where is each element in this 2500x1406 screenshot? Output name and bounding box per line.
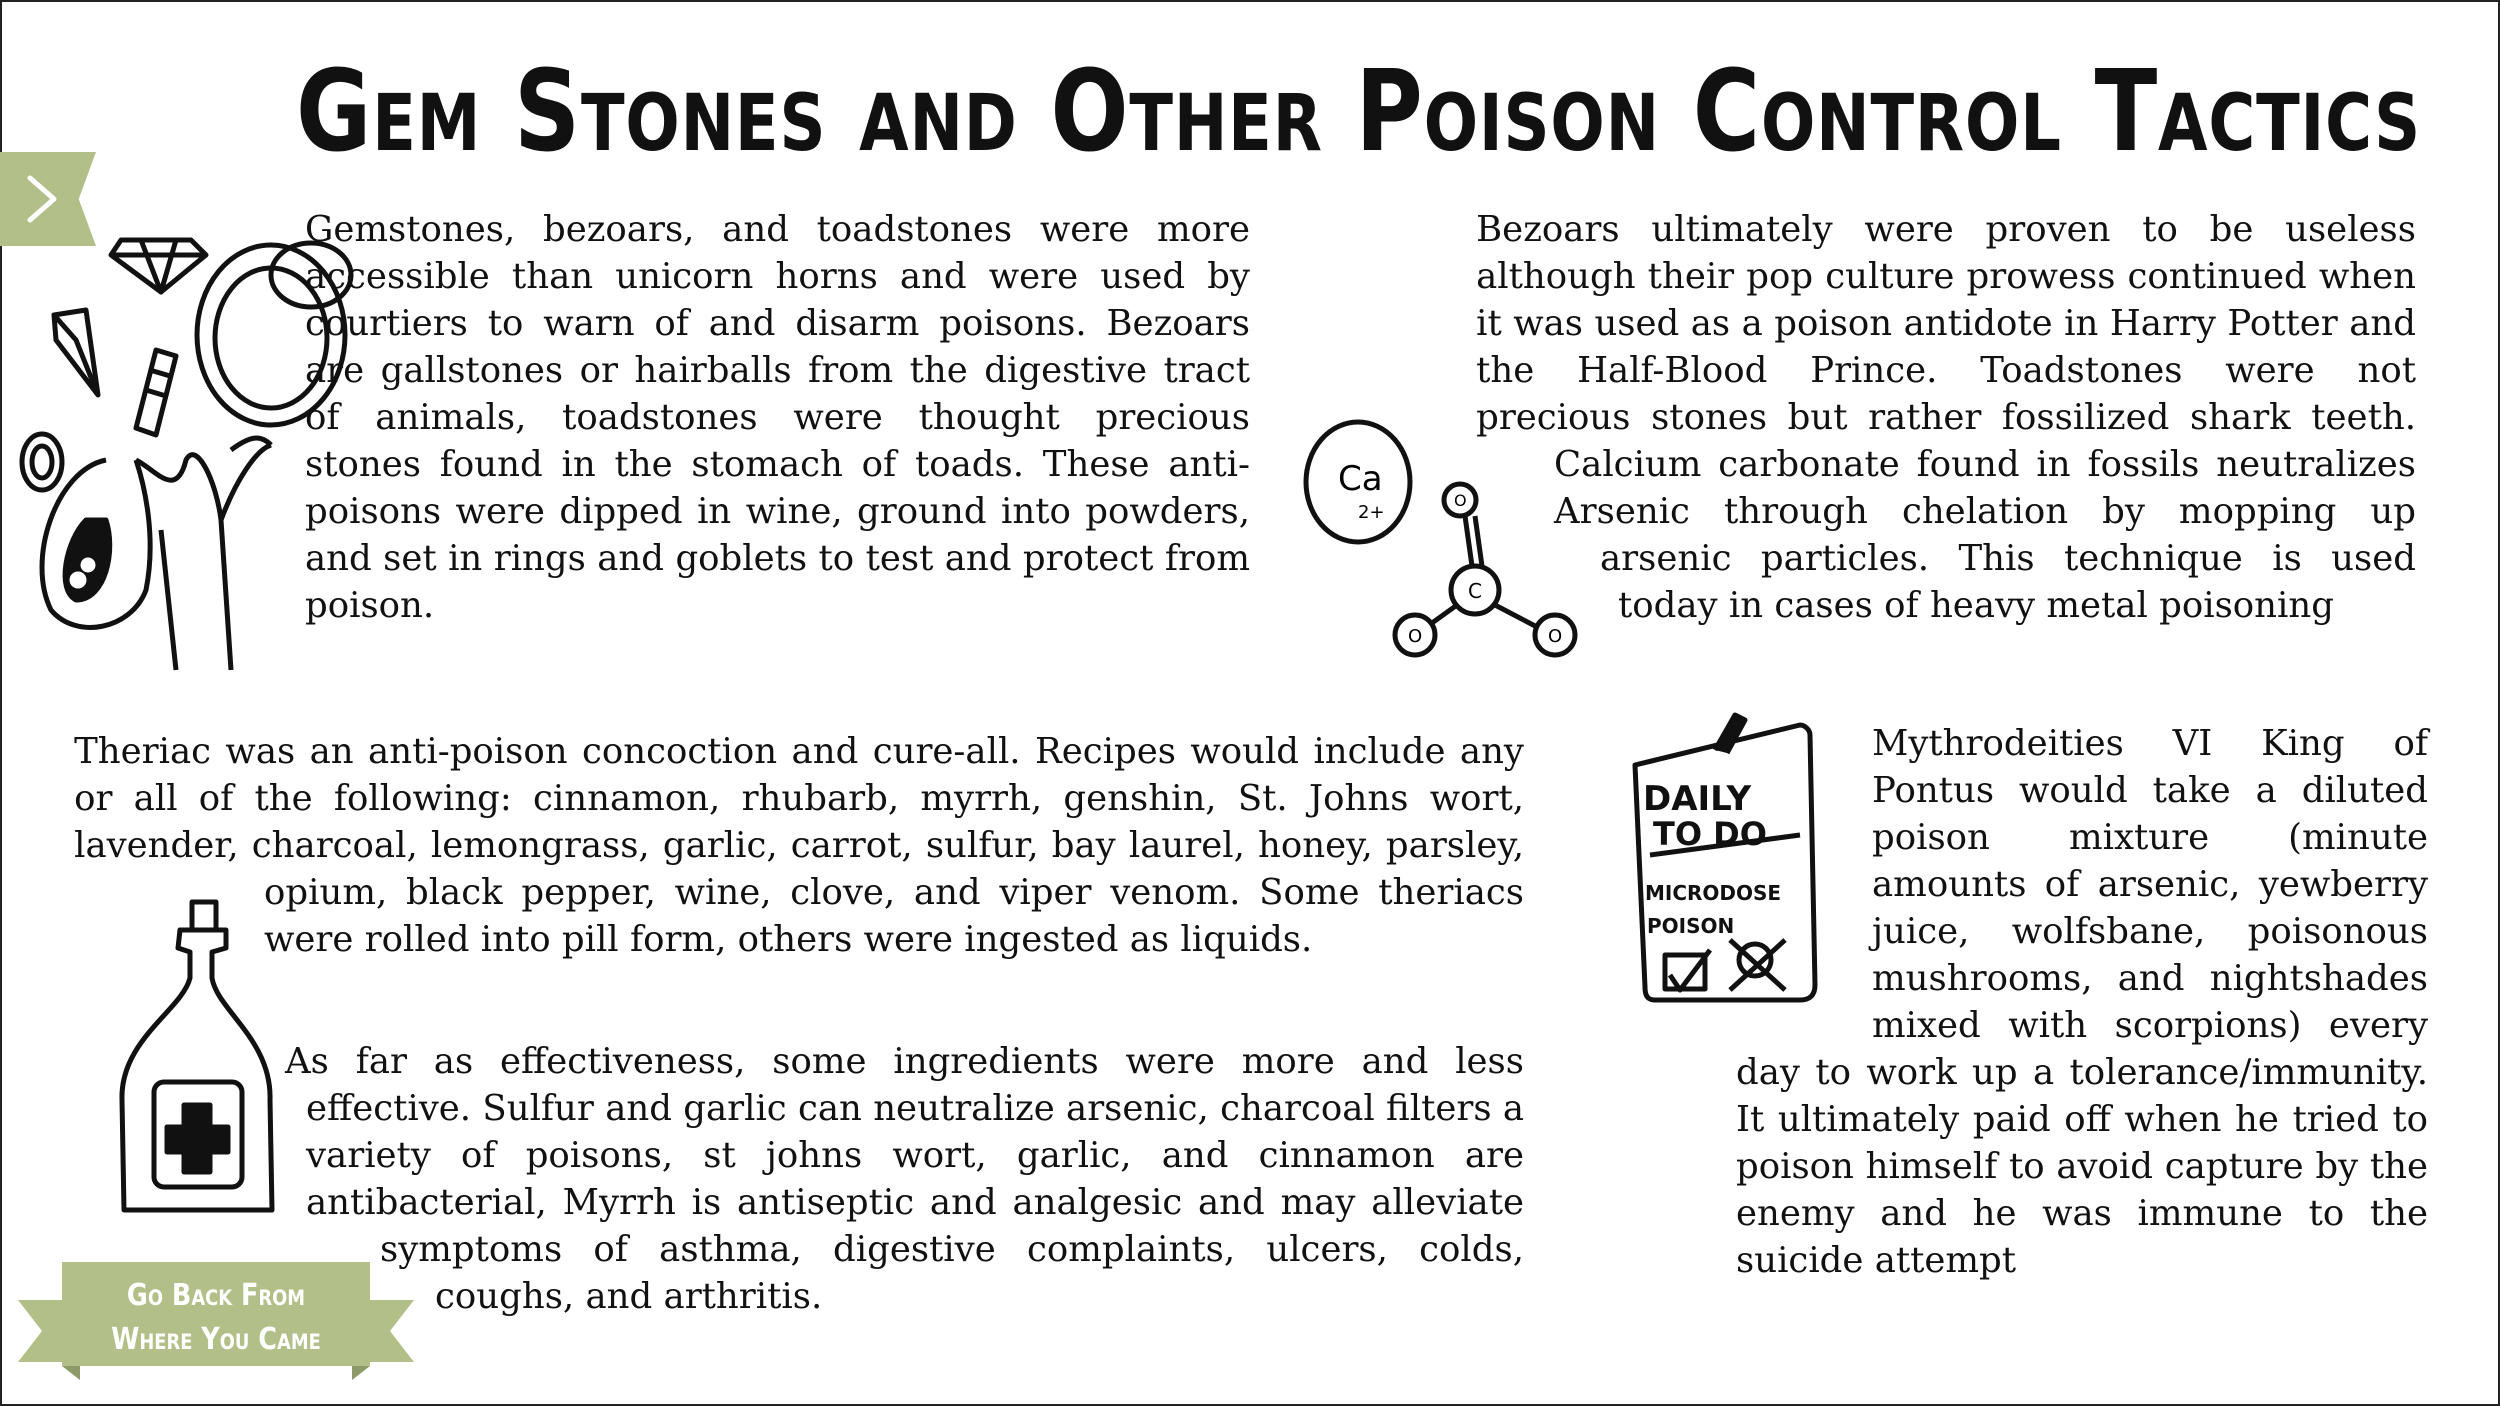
shape-float — [1476, 582, 1618, 676]
gemstones-paragraph: Gemstones, bezoars, and toadstones were more accessible than unicorn horns and were used by courtiers to warn of and disarm poisons. Bezoars are gallstones or hairballs from the digestive tract of animals, toadstones were thought precious stones found in the stomach of toads. These anti-poisons were dipped in wine, ground into powders, and set in rings and goblets to test and protect from poison. — [305, 209, 1250, 626]
go-back-label-line2: Where You Came — [111, 1322, 321, 1357]
chevron-right-icon — [22, 174, 62, 224]
theriac-paragraph — [74, 728, 1524, 1010]
effectiveness-paragraph — [280, 1038, 1524, 1320]
bezoars-paragraph — [1476, 206, 2416, 676]
oxygen-atom-label-left: O — [1408, 626, 1423, 647]
theriac-text: Theriac was an anti-poison concoction and cure-all. Recipes would include any or all of the following: cinnamon, rhubarb, myrrh, genshin, St. Johns wort, lavender, charcoal, lemongrass, garlic, carrot, sulfur, bay laurel, honey, parsley, opium, black pepper, wine, clove, and viper venom. Some theriacs were rolled into pill form, others were ingested as liquids. — [74, 731, 1524, 960]
potion-bottle-sketch — [112, 900, 282, 1229]
calcium-symbol: Ca — [1338, 459, 1383, 499]
shape-float — [280, 1085, 306, 1226]
effectiveness-text: As far as effectiveness, some ingredients were more and less effective. Sulfur and garlic can neutralize arsenic, charcoal filters a variety of poisons, st johns wort, garlic, and cinnamon are antibacterial, Myrrh is antiseptic and analgesic and may alleviate symptoms of asthma, digestive complaints, ulcers, colds, coughs, and arthritis. — [285, 1041, 1524, 1317]
note-line1: DAILY — [1643, 779, 1752, 819]
page-title: Gem Stones and Other Poison Control Tactics — [296, 47, 2422, 177]
note-line2: TO DO — [1653, 815, 1767, 853]
bezoars-text: Bezoars ultimately were proven to be useless although their pop culture prowess continued when it was used as a poison antidote in Harry Potter and the Half-Blood Prince. Toadstones were not precious stones but rather fossilized shark teeth. Calcium carbonate found in fossils neutralizes Arsenic through chelation by mopping up arsenic particles. This technique is used today in cases of heavy metal poisoning — [1476, 209, 2416, 626]
go-back-button[interactable] — [18, 1262, 414, 1382]
go-back-label-line1: Go Back From — [126, 1278, 306, 1313]
oxygen-atom-label-top: O — [1454, 491, 1467, 510]
note-line3: MICRODOSE — [1645, 881, 1782, 905]
shape-float — [1476, 535, 1600, 582]
mithridates-text: Mythrodeities VI King of Pontus would take a diluted poison mixture (minute amounts of arsenic, yewberry juice, wolfsbane, poisonous mushrooms, and nightshades mixed with scorpions) every day to work up a tolerance/immunity. It ultimately paid off when he tried to poison himself to avoid capture by the enemy and he was immune to the suicide attempt — [1736, 723, 2428, 1281]
carbon-atom-label: C — [1468, 579, 1482, 603]
go-back-label — [99, 1274, 334, 1362]
mithridates-paragraph — [1736, 720, 2428, 1284]
oxygen-atom-label-right: O — [1548, 626, 1563, 647]
note-line4: POISON — [1647, 914, 1735, 938]
shape-float — [1476, 441, 1554, 535]
shape-float — [1736, 720, 1872, 1049]
calcium-charge: 2+ — [1358, 502, 1385, 523]
